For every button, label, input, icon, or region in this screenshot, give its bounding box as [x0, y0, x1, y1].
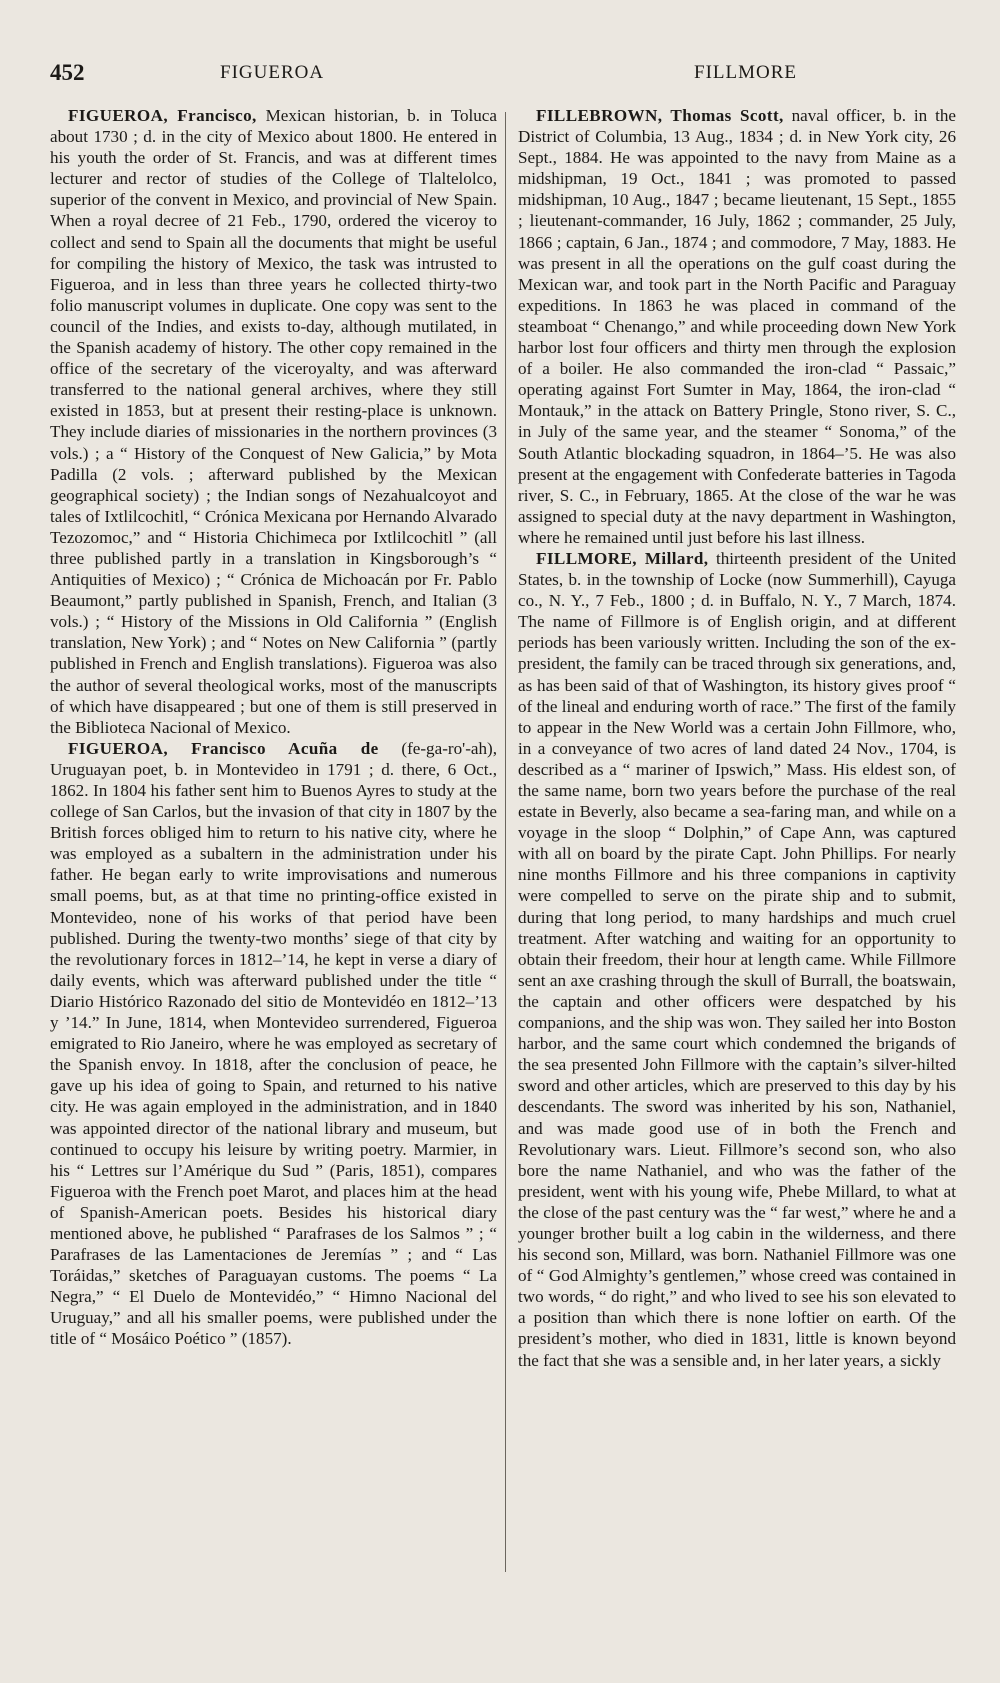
entry-headword: FILLEBROWN, Thomas Scott, — [536, 106, 784, 125]
entry-text: (fe-ga-ro'-ah), Uruguayan poet, b. in Montevideo in 1791 ; d. there, 6 Oct., 1862. In 1804 his father sent him to Buenos Ayres to study at the college of San Carlos, but the invasion of that city in 1807 by the British forces obliged him to return to his native city, where he was employed as a subaltern in the administration under his father. He began early to write improvisations and numerous small poems, but, as at that time no printing-office existed in Montevideo, none of his works of that period have been published. During the twenty-two months’ siege of that city by the revolutionary forces in 1812–’14, he kept in verse a diary of daily events, which was afterward published under the title “ Diario Histórico Razonado del sitio de Montevidéo en 1812–’13 y ’14.” In June, 1814, when Montevideo surrendered, Figueroa emigrated to Rio Janeiro, where he was employed as secretary of the Spanish envoy. In 1818, after the conclusion of peace, he gave up his idea of going to Spain, and returned to his native city. He was again employed in the administration, and in 1840 was appointed director of the national library and museum, but continued to occupy his leisure by writing poetry. Marmier, in his “ Lettres sur l’Amérique du Sud ” (Paris, 1851), compares Figueroa with the French poet Marot, and places him at the head of Spanish-American poets. Besides his historical diary mentioned above, he published “ Parafrases de los Salmos ” ; “ Parafrases de las Lamentaciones de Jeremías ” ; and “ Las Toráidas,” sketches of Paraguayan customs. The poems “ La Negra,” “ El Duelo de Montevidéo,” “ Himno Nacional del Uruguay,” and all his smaller poems, were published under the title of “ Mosáico Poético ” (1857). — [50, 738, 497, 1349]
right-column — [518, 105, 956, 1575]
entry-figueroa-francisco-acuna — [50, 738, 497, 1350]
entry-text: thirteenth president of the United States, b. in the township of Locke (now Summerhill), Cayuga co., N. Y., 7 Feb., 1800 ; d. in Buffalo, N. Y., 7 March, 1874. The name of Fillmore is of English origin, and at different periods has been variously written. Including the son of the ex-president, the family can be traced through six generations, and, as has been said of that of Washington, its history gives proof “ of the lineal and enduring worth of race.” The first of the family to appear in the New World was a certain John Fillmore, who, in a conveyance of two acres of land dated 24 Nov., 1704, is described as a “ mariner of Ipswich,” Mass. His eldest son, of the same name, born two years before the purchase of the real estate in Beverly, also became a sea-faring man, and while on a voyage in the sloop “ Dolphin,” of Cape Ann, was captured with all on board by the pirate Capt. John Phillips. For nearly nine months Fillmore and his three companions in captivity were compelled to serve on the pirate ship and to submit, during that long period, to many hardships and much cruel treatment. After watching and waiting for an opportunity to obtain their freedom, their hour at length came. While Fillmore sent an axe crashing through the skull of Burrall, the boatswain, the captain and other officers were despatched by his companions, and the ship was won. They sailed her into Boston harbor, and the same court which condemned the brigands of the sea presented John Fillmore with the captain’s silver-hilted sword and other articles, which are preserved to this day by his descendants. The sword was inherited by his son, Nathaniel, and was made good use of in both the French and Revolutionary wars. Lieut. Fillmore’s second son, who also bore the name Nathaniel, and who was the father of the president, went with his young wife, Phebe Millard, to what at the close of the past century was the “ far west,” where he and a younger brother built a log cabin in the wilderness, and there his second son, Millard, was born. Nathaniel Fillmore was one of “ God Almighty’s gentlemen,” whose creed was contained in two words, “ do right,” and who lived to see his son elevated to a position than which there is none loftier on earth. Of the president’s mother, who died in 1831, little is known beyond the fact that she was a sensible and, in her later years, a sickly — [518, 548, 956, 1370]
entry-text: Mexican historian, b. in Toluca about 1730 ; d. in the city of Mexico about 1800. He entered in his youth the order of St. Francis, and was at different times lecturer and rector of studies of the College of Tlaltelolco, superior of the convent in Mexico, and provincial of New Spain. When a royal decree of 21 Feb., 1790, ordered the viceroy to collect and send to Spain all the documents that might be useful for compiling the history of Mexico, the task was intrusted to Figueroa, and in less than three years he collected thirty-two folio manuscript volumes in duplicate. One copy was sent to the council of the Indies, and exists to-day, although mutilated, in the Spanish academy of history. The other copy remained in the office of the secretary of the viceroyalty, and was afterward transferred to the national general archives, where they still existed in 1853, but at present their resting-place is unknown. They include diaries of missionaries in the northern provinces (3 vols.) ; a “ History of the Conquest of New Galicia,” by Mota Padilla (2 vols. ; afterward published by the Mexican geographical society) ; the Indian songs of Nezahualcoyot and tales of Ixtlilcochitl, “ Crónica Mexicana por Hernando Alvarado Tezozomoc,” and “ Historia Chichimeca por Ixtlilcochitl ” (all three published partly in a translation in Kingsborough’s “ Antiquities of Mexico) ; “ Crónica de Michoacán por Fr. Pablo Beaumont,” partly published in Spanish, French, and Italian (3 vols.) ; “ History of the Missions in Old California ” (English translation, New York) ; and “ Notes on New California ” (partly published in French and English translations). Figueroa was also the author of several theological works, most of the manuscripts of which have disappeared ; but one of them is still preserved in the Biblioteca Nacional of Mexico. — [50, 106, 497, 737]
left-column — [50, 105, 497, 1575]
column-divider — [505, 112, 506, 1572]
page-header — [50, 60, 950, 96]
right-running-head: FILLMORE — [694, 62, 797, 83]
entry-headword: FILLMORE, Millard, — [536, 548, 709, 568]
entry-figueroa-francisco — [50, 105, 497, 738]
entry-text: naval officer, b. in the District of Columbia, 13 Aug., 1834 ; d. in New York city, 26 Sept., 1884. He was appointed to the navy from Maine as a midshipman, 19 Oct., 1841 ; was promoted to passed midshipman, 10 Aug., 1847 ; became lieutenant, 15 Sept., 1855 ; lieutenant-commander, 16 July, 1862 ; commander, 25 July, 1866 ; captain, 6 Jan., 1874 ; and commodore, 7 May, 1883. He was present in all the operations on the gulf coast during the Mexican war, and took part in the North Pacific and Paraguay expeditions. In 1863 he was placed in command of the steamboat “ Chenango,” and while proceeding down New York harbor lost four officers and thirty men through the explosion of a boiler. He also commanded the iron-clad “ Passaic,” operating against Fort Sumter in May, 1864, the iron-clad “ Montauk,” in the attack on Battery Pringle, Stono river, S. C., in July of the same year, and the steamer “ Sonoma,” of the South Atlantic blockading squadron, in 1864–’5. He was also present at the engagement with Confederate batteries in Tagoda river, S. C., in February, 1865. At the close of the war he was assigned to special duty at the navy department in Washington, where he remained until just before his last illness. — [518, 106, 956, 547]
entry-fillebrown-thomas-scott — [518, 105, 956, 548]
entry-headword: FIGUEROA, Francisco, — [68, 106, 257, 125]
left-running-head: FIGUEROA — [220, 62, 325, 83]
entry-headword: FIGUEROA, Francisco Acuña de — [68, 738, 379, 758]
page-number: 452 — [50, 60, 85, 85]
entry-fillmore-millard — [518, 548, 956, 1371]
